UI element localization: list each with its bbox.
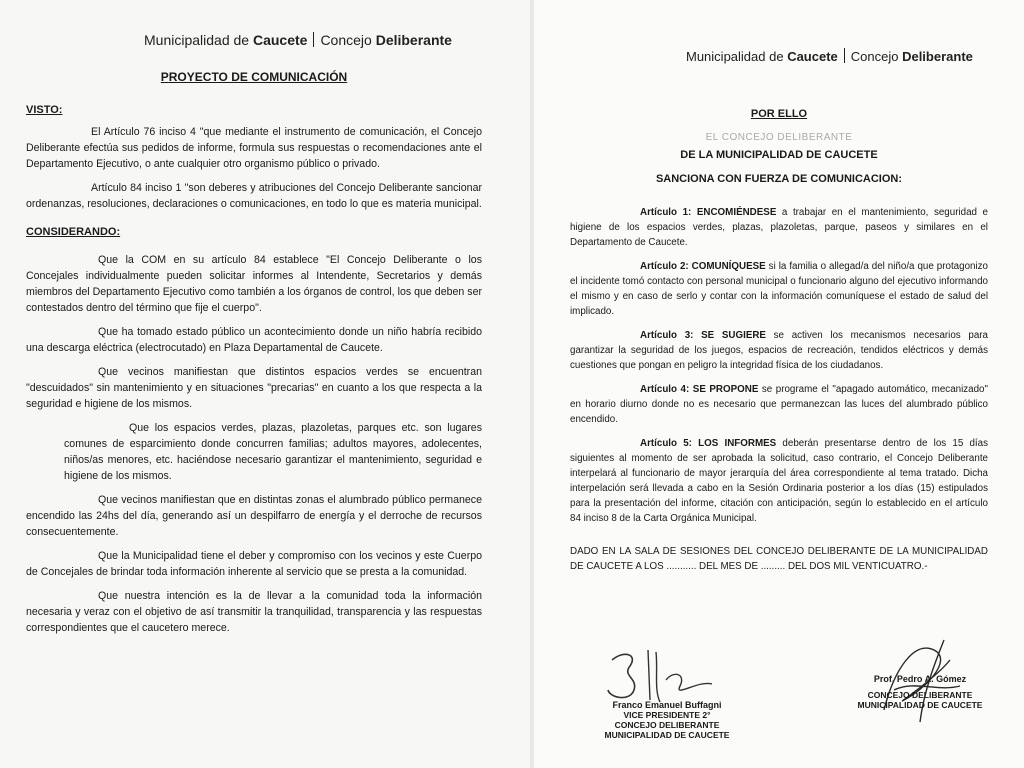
article-text: si la familia o allegad/a del niño/a que protagonizo el incidente tomó contacto con personal municipal o funcionario alguno del ejecutivo informando el mismo y en caso de serlo y contar con la información comuníquese el estado de salud del implicado.: [570, 261, 988, 317]
signer-body: CONCEJO DELIBERANTE: [867, 690, 973, 700]
municipality-line: DE LA MUNICIPALIDAD DE CAUCETE: [680, 149, 878, 161]
article-verb: SE SUGIERE: [701, 330, 766, 341]
org-prefix: Municipalidad de: [686, 49, 788, 64]
header-separator: [313, 32, 314, 47]
org-name: Caucete: [787, 49, 838, 64]
body-name: Deliberante: [375, 32, 452, 48]
page-right: [534, 0, 1024, 768]
article-5: [570, 436, 988, 526]
considerando-heading: CONSIDERANDO:: [26, 226, 121, 238]
article-text: a trabajar en el mantenimiento, seguridad e higiene de los espacios verdes, plazas, plazoletas, parque, paseos y similares en el Departamento de Caucete.: [570, 207, 989, 248]
considerando-paragraph: Que nuestra intención es la de llevar a la comunidad toda la información necesaria y veraz con el objetivo de así transmitir la tranquilidad, transparencia y las respuestas correspondientes que el caucetero merece.: [26, 590, 482, 634]
document-title: PROYECTO DE COMUNICACIÓN: [160, 70, 348, 84]
article-label: Artículo 3:: [640, 330, 702, 341]
signer-municipality: MUNICIPALIDAD DE CAUCETE: [857, 700, 983, 710]
letterhead-left: [144, 32, 482, 48]
considerando-paragraph: Que ha tomado estado público un acontecimiento donde un niño habría recibido una descarga eléctrica (electrocutado) en Plaza Departamental de Caucete.: [26, 326, 482, 354]
considerando-paragraph: Que los espacios verdes, plazas, plazoletas, parques etc. son lugares comunes de esparcimiento donde concurren familias; adultos mayores, adolecentes, niños/as menores, etc. haciéndose necesario garantizar el mantenimiento, seguridad e higiene de los mismos.: [64, 422, 482, 482]
concejo-faded-line: EL CONCEJO DELIBERANTE: [705, 132, 853, 143]
article-text: se activen los mecanismos necesarios para garantizar la seguridad de los juegos, espacios de recreación, tendidos eléctricos y demás cuestiones que pongan en peligro la integridad física de los ciudadanos.: [570, 330, 988, 371]
visto-heading: VISTO:: [26, 104, 63, 116]
visto-paragraph: El Artículo 76 inciso 4 "que mediante el instrumento de comunicación, el Concejo Deliberante efectúa sus pedidos de informe, formula sus respuestas o recomendaciones ante el Departamento Ejecutivo, o ante cualquier otro organismo público o privado.: [26, 126, 482, 170]
article-4: [570, 382, 988, 427]
body-prefix: Concejo: [850, 49, 903, 64]
considerando-paragraph: Que vecinos manifiestan que distintos espacios verdes se encuentran "descuidados" sin mantenimiento y en situaciones "precarias" en cuanto a los que respecta a la seguridad e higiene de los mismos.: [26, 366, 482, 410]
signer-title: VICE PRESIDENTE 2°: [623, 710, 711, 720]
letterhead-right: [686, 48, 988, 64]
header-separator: [844, 48, 845, 63]
article-verb: ENCOMIÉNDESE: [696, 207, 777, 218]
article-verb: LOS INFORMES: [698, 438, 777, 449]
article-2: [570, 259, 988, 319]
org-name: Caucete: [252, 32, 308, 48]
article-label: Artículo 2:: [640, 261, 692, 272]
signer-body: CONCEJO DELIBERANTE: [614, 720, 720, 730]
signer-name: Prof. Pedro A. Gómez: [873, 674, 967, 684]
article-verb: SE PROPONE: [692, 384, 759, 395]
article-label: Artículo 5:: [640, 438, 699, 449]
article-3: [570, 328, 988, 373]
signer-municipality: MUNICIPALIDAD DE CAUCETE: [604, 730, 730, 740]
article-verb: COMUNÍQUESE: [691, 261, 766, 272]
por-ello-heading: POR ELLO: [750, 108, 808, 120]
signature-left: [592, 700, 742, 740]
body-name: Deliberante: [902, 49, 973, 64]
signature-right: [852, 674, 988, 710]
visto-paragraph: Artículo 84 inciso 1 "son deberes y atribuciones del Concejo Deliberante sancionar ordenanzas, resoluciones, declaraciones o comunicaciones, en todo lo que es materia municipal.: [26, 182, 482, 210]
article-text: deberán presentarse dentro de los 15 días siguientes al momento de ser aprobada la solicitud, caso contrario, el Concejo Deliberante interpelará al funcionario de mayor jerarquía del área correspondiente al tema tratado. Dicha interpelación será llevada a cabo en la Sesión Ordinaria posterior a los días (15) estipulados para la presentación del informe, citación con anticipación, según lo establecido en el artículo 84 inciso 8 de la Carta Orgánica Municipal.: [570, 438, 988, 524]
considerando-paragraph: Que vecinos manifiestan que en distintas zonas el alumbrado público permanece encendido las 24hs del día, generando así un despilfarro de energía y el derroche de recursos consecuentemente.: [26, 494, 482, 538]
article-1: [570, 205, 988, 250]
signer-name: Franco Emanuel Buffagni: [612, 700, 722, 710]
article-label: Artículo 1:: [640, 207, 697, 218]
org-prefix: Municipalidad de: [144, 32, 253, 48]
considerando-paragraph: Que la COM en su artículo 84 establece "El Concejo Deliberante o los Concejales individualmente pueden solicitar informes al Intendente, Secretarios y demás miembros del Departamento Ejecutivo como también a los órganos de control, los que deben ser contestados dentro del término que fije el cuerpo".: [26, 254, 482, 314]
body-prefix: Concejo: [320, 32, 376, 48]
dado-en-sala: DADO EN LA SALA DE SESIONES DEL CONCEJO DELIBERANTE DE LA MUNICIPALIDAD DE CAUCETE A LOS ........... DEL MES DE ......... DEL DOS MIL VENTICUATRO.-: [570, 546, 988, 572]
considerando-paragraph: Que la Municipalidad tiene el deber y compromiso con los vecinos y este Cuerpo de Concejales de brindar toda información inherente al servicio que se presta a la comunidad.: [26, 550, 482, 578]
article-text: se programe el "apagado automático, mecanizado" en horario diurno donde no es necesario que permanezcan las luces del alumbrado público encendido.: [570, 384, 988, 425]
sanciona-line: SANCIONA CON FUERZA DE COMUNICACION:: [655, 173, 903, 185]
article-label: Artículo 4:: [640, 384, 693, 395]
